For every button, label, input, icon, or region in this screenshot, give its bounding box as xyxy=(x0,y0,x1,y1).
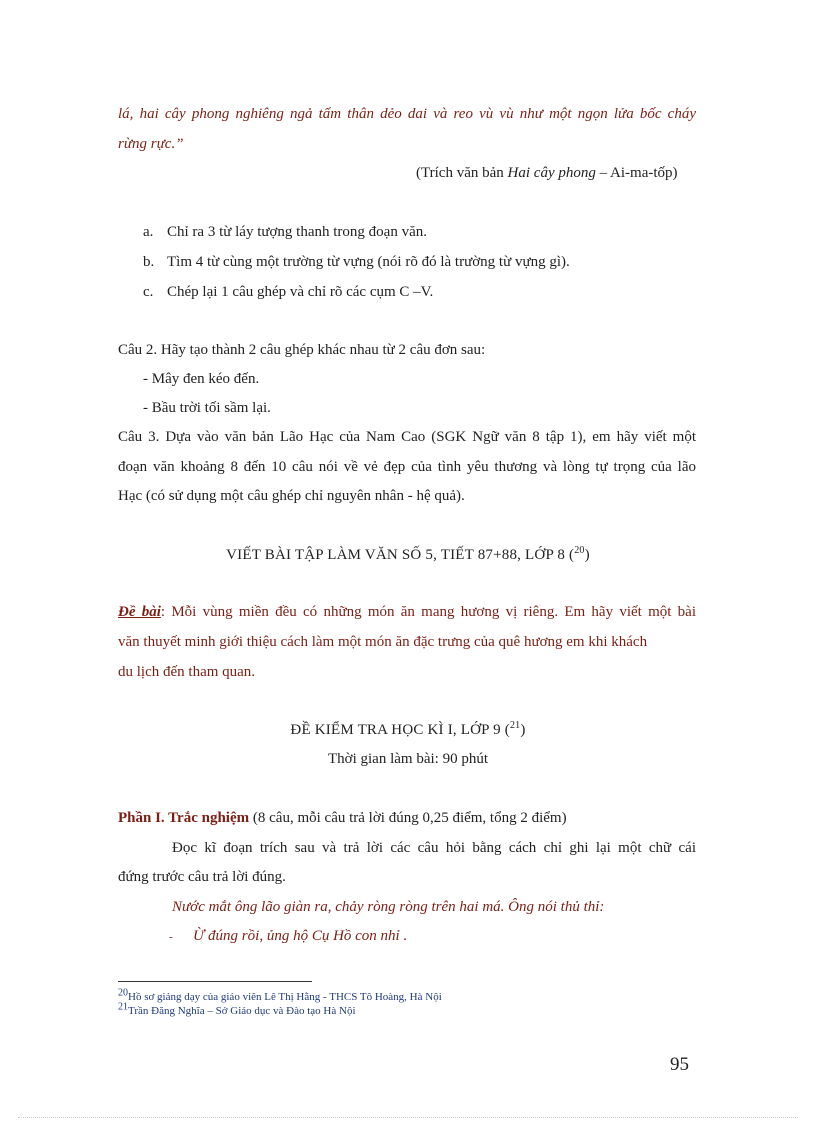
citation-title: Hai cây phong xyxy=(507,165,596,181)
task-text: Tìm 4 từ cùng một trường từ vựng (nói rõ đó là trường từ vựng gì). xyxy=(167,254,570,270)
excerpt-text: Ừ đúng rồi, ủng hộ Cụ Hồ con nhỉ . xyxy=(193,928,408,944)
quote-line-2: rừng rực.” xyxy=(118,136,184,152)
question-3-line-2: đoạn văn khoảng 8 đến 10 câu nói về vẻ đẹp của tình yêu thương và lòng tự trọng của lão xyxy=(118,459,696,475)
task-text: Chỉ ra 3 từ láy tượng thanh trong đoạn văn. xyxy=(167,224,427,240)
essay-prompt-line-3: du lịch đến tham quan. xyxy=(118,664,256,680)
part-1-instruction-line-1: Đọc kĩ đoạn trích sau và trả lời các câu hỏi bằng cách chỉ ghi lại một chữ cái xyxy=(172,840,696,856)
question-3-line-1: Câu 3. Dựa vào văn bản Lão Hạc của Nam Cao (SGK Ngữ văn 8 tập 1), em hãy viết một xyxy=(118,429,696,445)
footnote-21 xyxy=(118,1001,356,1018)
task-item xyxy=(143,222,427,242)
task-item xyxy=(143,282,433,302)
essay-prompt-line-1 xyxy=(118,602,696,622)
essay-heading-text: VIẾT BÀI TẬP LÀM VĂN SỐ 5, TIẾT 87+88, LỚP 8 ( xyxy=(226,547,575,563)
question-2-title: Câu 2. Hãy tạo thành 2 câu ghép khác nhau từ 2 câu đơn sau: xyxy=(118,342,486,358)
question-2-item: - Bầu trời tối sầm lại. xyxy=(143,400,271,416)
essay-prompt-text: : Mỗi vùng miền đều có những món ăn mang hương vị riêng. Em hãy viết một bài xyxy=(160,604,696,620)
task-item xyxy=(143,252,570,272)
question-2-item: - Mây đen kéo đến. xyxy=(143,371,260,387)
footnote-text: Trần Đăng Nghĩa – Sở Giáo dục và Đào tạo Hà Nội xyxy=(128,1005,356,1017)
footnote-20 xyxy=(118,987,442,1004)
exam-heading-text: ĐỀ KIỂM TRA HỌC KÌ I, LỚP 9 ( xyxy=(290,722,510,738)
essay-prompt-line-2: văn thuyết minh giới thiệu cách làm một món ăn đặc trưng của quê hương em khi khách xyxy=(118,634,648,650)
excerpt-line-2 xyxy=(169,926,407,947)
footnote-ref-20[interactable]: 20 xyxy=(574,545,585,556)
task-text: Chép lại 1 câu ghép và chỉ rõ các cụm C –V. xyxy=(167,284,434,300)
part-1-desc: (8 câu, mỗi câu trả lời đúng 0,25 điểm, tổng 2 điểm) xyxy=(249,810,567,826)
page-bottom-border xyxy=(18,1117,798,1118)
footnote-number: 21 xyxy=(118,1001,128,1013)
citation-prefix: (Trích văn bản xyxy=(416,165,508,181)
task-marker: a. xyxy=(143,224,154,240)
exam-heading-close: ) xyxy=(520,722,526,738)
question-3-line-3: Hạc (có sử dụng một câu ghép chỉ nguyên nhân - hệ quả). xyxy=(118,488,465,504)
footnote-number: 20 xyxy=(118,987,128,999)
footnote-ref-21[interactable]: 21 xyxy=(509,720,521,731)
excerpt-dash: - xyxy=(169,931,173,943)
task-marker: b. xyxy=(143,254,155,270)
essay-heading-close: ) xyxy=(584,547,590,563)
excerpt-line-1: Nước mắt ông lão giàn ra, chảy ròng ròng trên hai má. Ông nói thủ thỉ: xyxy=(172,899,605,915)
exam-heading xyxy=(0,720,816,740)
quote-line-1: lá, hai cây phong nghiêng ngả tấm thân dẻo dai và reo vù vù như một ngọn lửa bốc cháy xyxy=(118,106,696,122)
footnote-divider xyxy=(118,981,312,982)
exam-duration: Thời gian làm bài: 90 phút xyxy=(328,751,488,767)
part-1-instruction-line-2: đứng trước câu trả lời đúng. xyxy=(118,869,286,885)
essay-prompt-label: Đề bài xyxy=(118,604,161,620)
page-number: 95 xyxy=(670,1054,689,1075)
citation xyxy=(416,163,678,183)
part-1-title xyxy=(118,808,567,828)
task-marker: c. xyxy=(143,284,154,300)
part-1-label: Phần I. Trắc nghiệm xyxy=(118,810,250,826)
footnote-text: Hồ sơ giảng dạy của giáo viên Lê Thị Hằng - THCS Tô Hoàng, Hà Nội xyxy=(128,991,442,1003)
citation-suffix: – Ai-ma-tốp) xyxy=(595,165,678,181)
essay-heading xyxy=(0,545,816,565)
